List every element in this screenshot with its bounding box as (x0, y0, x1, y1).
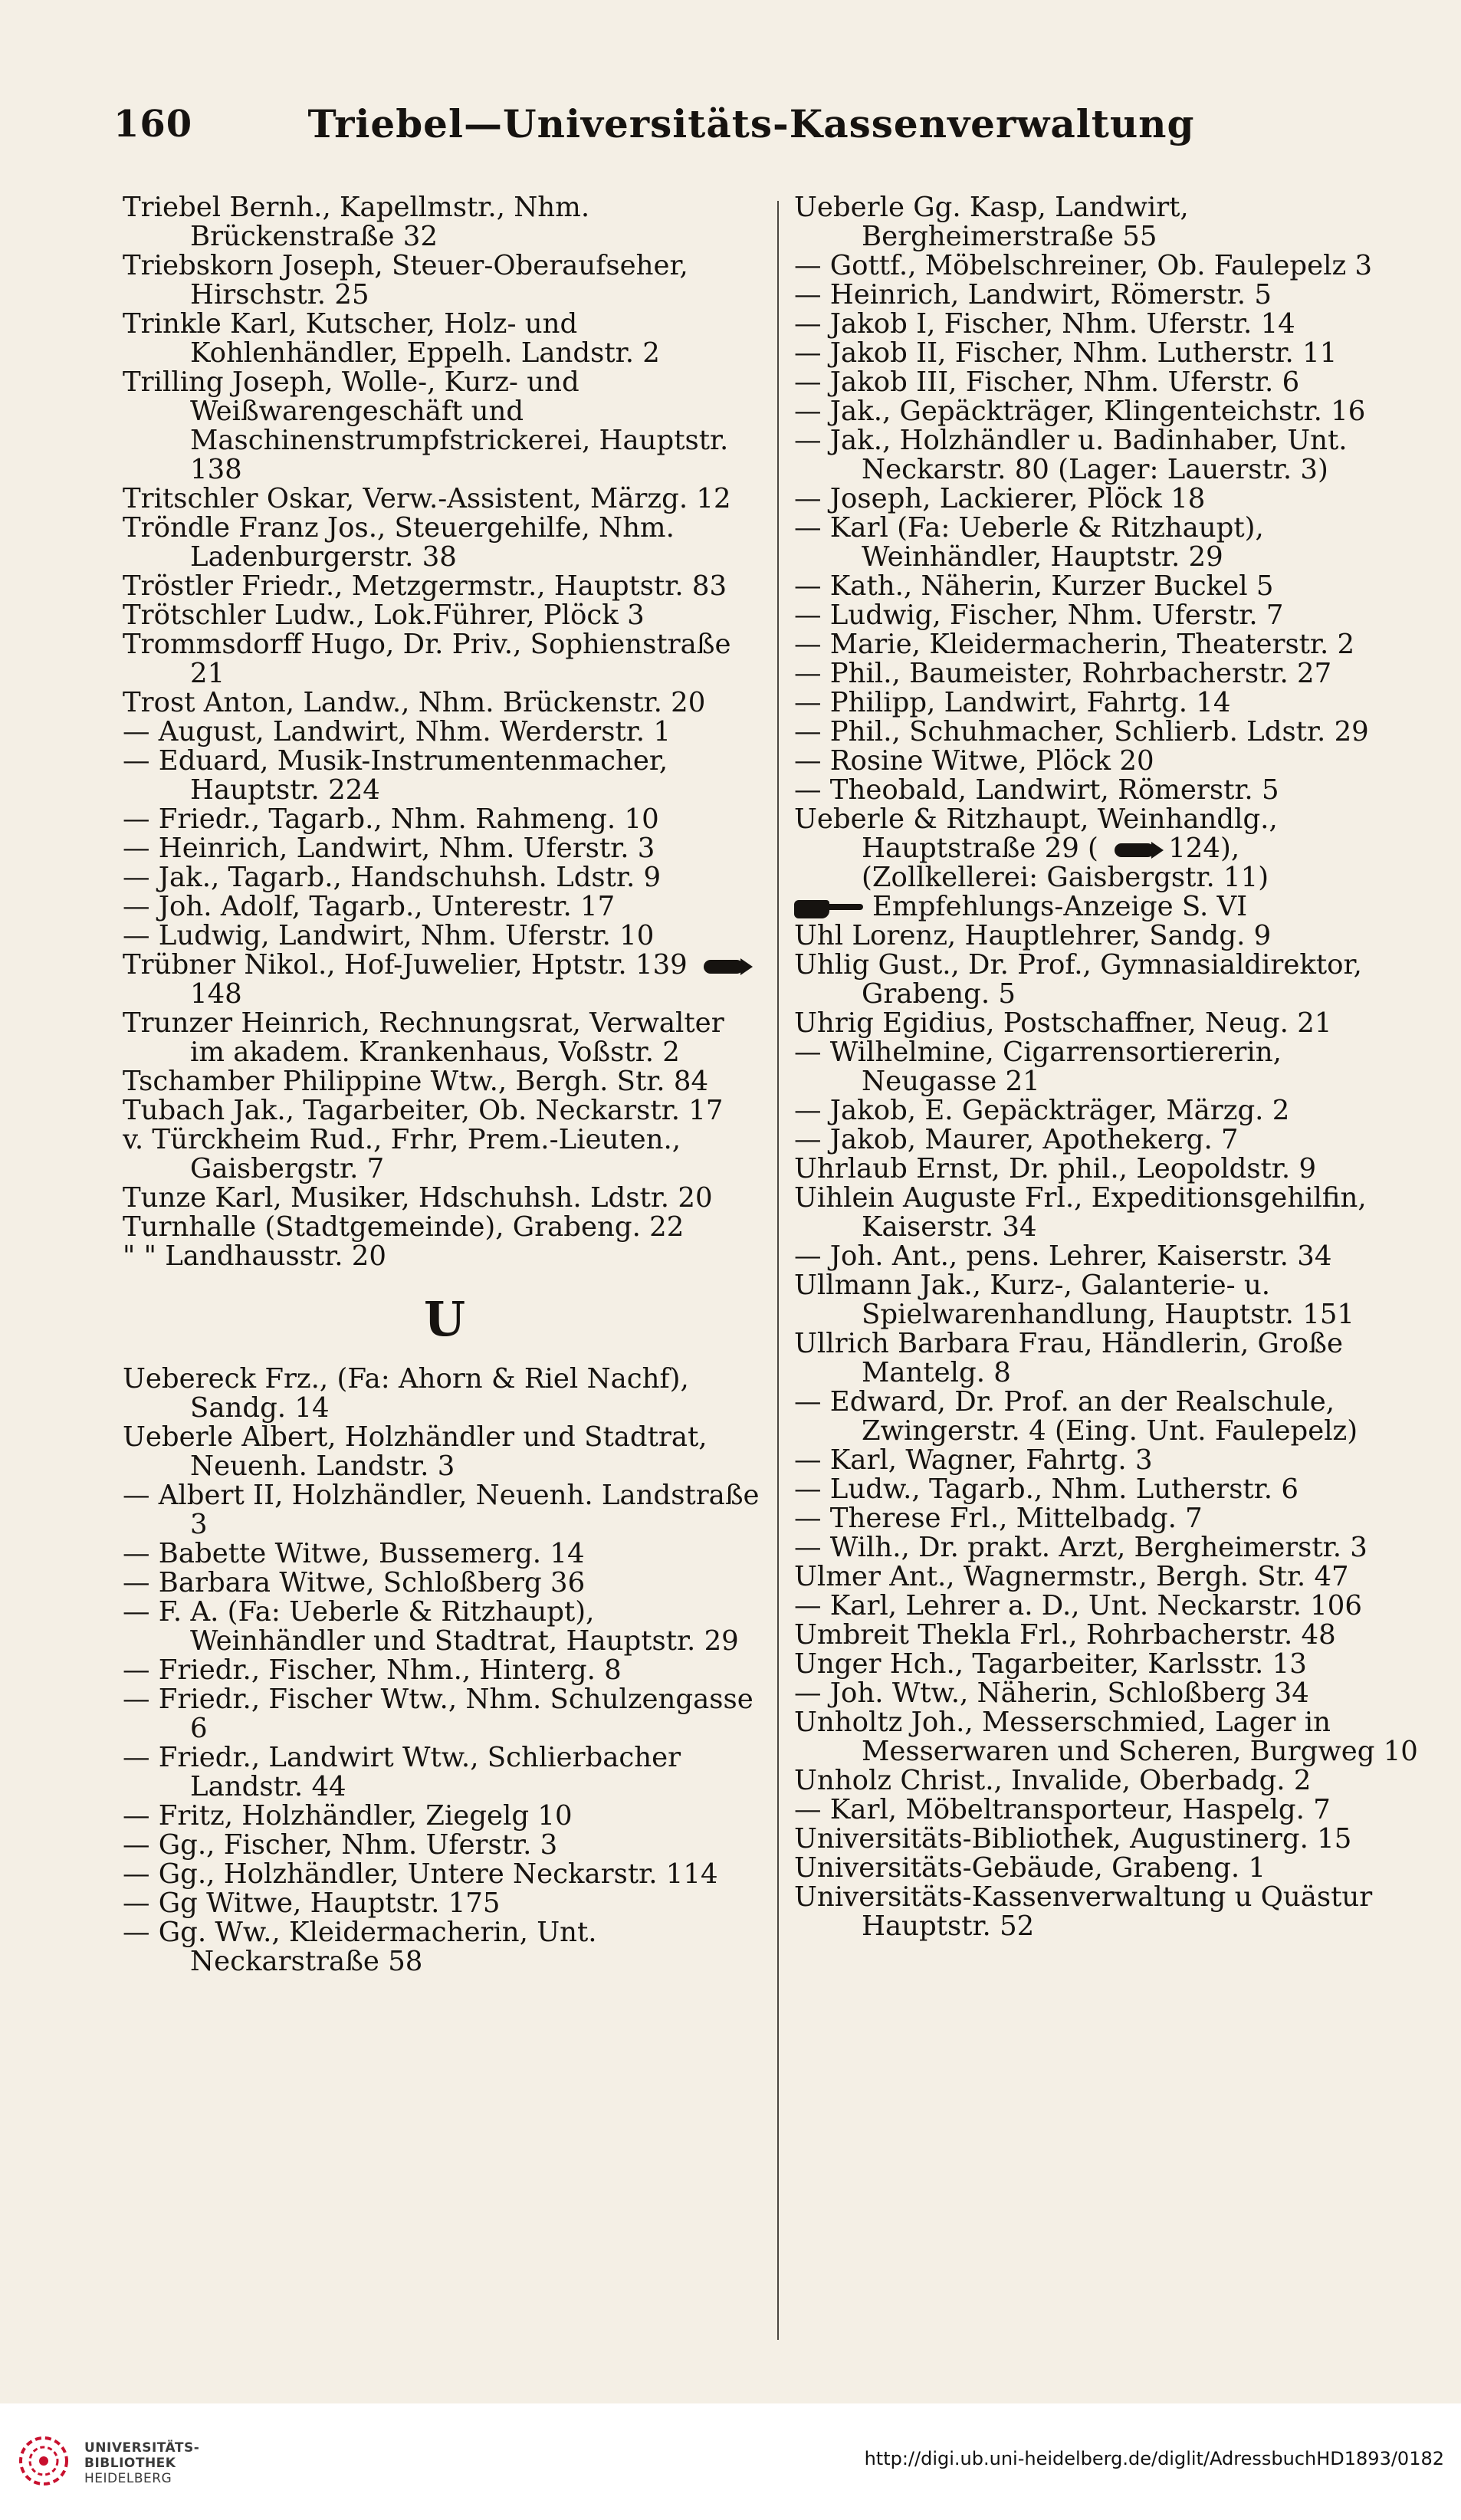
directory-entry (794, 1038, 1423, 1096)
entry-text: Trunzer Heinrich, Rechnungsrat, Verwalter im akadem. Krankenhaus, Voßstr. 2 (123, 1007, 724, 1068)
left-column (123, 193, 767, 2355)
directory-entry (794, 1009, 1423, 1038)
directory-entry (794, 630, 1423, 659)
entry-text: Ueberle & Ritzhaupt, Weinhandlg., Hauptstraße 29 ( (794, 803, 1278, 864)
entry-text: — Karl, Lehrer a. D., Unt. Neckarstr. 106 (794, 1590, 1362, 1621)
entry-text: — Karl, Wagner, Fahrtg. 3 (794, 1444, 1153, 1476)
telephone-number: 124 (1168, 833, 1220, 864)
directory-entry (123, 1184, 767, 1213)
telephone-icon (699, 958, 754, 975)
directory-entry (794, 426, 1423, 485)
directory-entry (794, 805, 1423, 892)
entry-text: Empfehlungs-Anzeige S. VI (872, 891, 1248, 922)
directory-entry (123, 1685, 767, 1743)
directory-entry (794, 922, 1423, 951)
entry-text: — Kath., Näherin, Kurzer Buckel 5 (794, 570, 1274, 602)
directory-entry (123, 747, 767, 805)
directory-entry (794, 688, 1423, 718)
entry-text: Uebereck Frz., (Fa: Ahorn & Riel Nachf), Sandg. 14 (123, 1363, 689, 1424)
telephone-number: 148 (190, 978, 242, 1010)
entry-text: — Philipp, Landwirt, Fahrtg. 14 (794, 687, 1231, 718)
entry-text: Universitäts-Gebäude, Grabeng. 1 (794, 1852, 1266, 1884)
entry-text: — Joh. Adolf, Tagarb., Unterestr. 17 (123, 891, 616, 922)
entry-text: Trinkle Karl, Kutscher, Holz- und Kohlenhändler, Eppelh. Landstr. 2 (123, 308, 660, 369)
entry-text: Tröndle Franz Jos., Steuergehilfe, Nhm. Ladenburgerstr. 38 (123, 512, 675, 573)
directory-entry (794, 1854, 1423, 1883)
directory-entry (123, 1889, 767, 1918)
directory-entry (123, 514, 767, 572)
directory-entry (123, 805, 767, 834)
entry-text: Unholtz Joh., Messerschmied, Lager in Messerwaren und Scheren, Burgweg 10 (794, 1707, 1418, 1767)
entry-text: — Wilhelmine, Cigarrensortiererin, Neugasse 21 (794, 1037, 1282, 1097)
directory-entry (794, 1096, 1423, 1125)
directory-entry (794, 1446, 1423, 1475)
entry-text: Universitäts-Kassenverwaltung u Quästur Hauptstr. 52 (794, 1881, 1373, 1942)
university-library-logo-icon (17, 2434, 71, 2488)
directory-entry (123, 1365, 767, 1423)
entry-text: — Gg., Fischer, Nhm. Uferstr. 3 (123, 1829, 558, 1861)
entry-text: Trost Anton, Landw., Nhm. Brückenstr. 20 (123, 687, 706, 718)
entry-text: — Jakob II, Fischer, Nhm. Lutherstr. 11 (794, 337, 1338, 369)
entry-text: Ullmann Jak., Kurz-, Galanterie- u. Spielwarenhandlung, Hauptstr. 151 (794, 1270, 1355, 1330)
entry-text: Triebskorn Joseph, Steuer-Oberaufseher, Hirschstr. 25 (123, 250, 688, 310)
entry-text: Ulmer Ant., Wagnermstr., Bergh. Str. 47 (794, 1561, 1349, 1592)
directory-entry (794, 1708, 1423, 1766)
directory-entry (123, 1802, 767, 1831)
directory-entry (794, 193, 1423, 251)
entry-text: — F. A. (Fa: Ueberle & Ritzhaupt), Weinhändler und Stadtrat, Hauptstr. 29 (123, 1596, 739, 1657)
entry-text: Trommsdorff Hugo, Dr. Priv., Sophienstraße 21 (123, 629, 731, 689)
directory-entry (794, 1184, 1423, 1242)
entry-text: Ueberle Albert, Holzhändler und Stadtrat, Neuenh. Landstr. 3 (123, 1421, 708, 1482)
directory-entry (123, 922, 767, 951)
entry-text: — Heinrich, Landwirt, Nhm. Uferstr. 3 (123, 833, 655, 864)
directory-entry (794, 1125, 1423, 1155)
directory-entry (794, 1679, 1423, 1708)
directory-entry (123, 1918, 767, 1976)
entry-text: — Gg Witwe, Hauptstr. 175 (123, 1888, 501, 1919)
directory-entry (794, 1155, 1423, 1184)
entry-text: — Friedr., Fischer Wtw., Nhm. Schulzengasse 6 (123, 1684, 753, 1744)
entry-text: Tröstler Friedr., Metzgermstr., Hauptstr. 83 (123, 570, 727, 602)
entry-text: — Friedr., Fischer, Nhm., Hinterg. 8 (123, 1654, 622, 1686)
entry-text: — Gottf., Möbelschreiner, Ob. Faulepelz 3 (794, 250, 1373, 281)
directory-entry (794, 1475, 1423, 1504)
entry-text: Uhrig Egidius, Postschaffner, Neug. 21 (794, 1007, 1332, 1039)
library-name-line: HEIDELBERG (84, 2471, 172, 2486)
directory-entry (123, 1569, 767, 1598)
directory-entry (794, 1825, 1423, 1854)
running-head: Triebel—Universitäts-Kassenverwaltung (307, 101, 1195, 146)
directory-entry (794, 310, 1423, 339)
directory-entry (123, 368, 767, 485)
entry-text: Ueberle Gg. Kasp, Landwirt, Bergheimerstraße 55 (794, 193, 1189, 252)
entry-text: Ullrich Barbara Frau, Händlerin, Große Mantelg. 8 (794, 1328, 1343, 1388)
entry-text: — August, Landwirt, Nhm. Werderstr. 1 (123, 716, 671, 747)
entry-text: — Ludwig, Fischer, Nhm. Uferstr. 7 (794, 600, 1284, 631)
entry-text: Triebel Bernh., Kapellmstr., Nhm. Brückenstraße 32 (123, 193, 590, 252)
telephone-icon (1110, 842, 1165, 859)
directory-entry (123, 1831, 767, 1860)
entry-text: — Joh. Wtw., Näherin, Schloßberg 34 (794, 1677, 1309, 1709)
entry-text: Uhl Lorenz, Hauptlehrer, Sandg. 9 (794, 920, 1272, 951)
entry-text: Tritschler Oskar, Verw.-Assistent, Märzg. 12 (123, 483, 731, 514)
directory-entry (123, 892, 767, 922)
page-header (100, 92, 1403, 161)
directory-entry (794, 1796, 1423, 1825)
entry-text: — Theobald, Landwirt, Römerstr. 5 (794, 774, 1279, 806)
directory-entry (794, 747, 1423, 776)
entry-text: — Edward, Dr. Prof. an der Realschule, Zwingerstr. 4 (Eing. Unt. Faulepelz) (794, 1386, 1358, 1447)
directory-entry (123, 251, 767, 310)
entry-text: — Albert II, Holzhändler, Neuenh. Landstraße 3 (123, 1480, 760, 1540)
entry-text: Turnhalle (Stadtgemeinde), Grabeng. 22 (123, 1211, 685, 1243)
entry-text: — Ludw., Tagarb., Nhm. Lutherstr. 6 (794, 1474, 1298, 1505)
directory-entry (123, 718, 767, 747)
directory-entry (123, 193, 767, 251)
entry-text: — Jak., Tagarb., Handschuhsh. Ldstr. 9 (123, 862, 662, 893)
directory-entry (794, 572, 1423, 601)
directory-entry (123, 1125, 767, 1184)
directory-entry (123, 1096, 767, 1125)
entry-text: — Jakob, Maurer, Apothekerg. 7 (794, 1124, 1239, 1155)
entry-text: — Jakob III, Fischer, Nhm. Uferstr. 6 (794, 366, 1300, 398)
directory-entry (123, 1481, 767, 1539)
directory-entry (123, 1423, 767, 1481)
directory-entry (794, 1766, 1423, 1796)
section-letter: U (423, 1291, 466, 1347)
directory-entry (794, 1242, 1423, 1271)
entry-text: — Karl, Möbeltransporteur, Haspelg. 7 (794, 1794, 1331, 1825)
library-name (84, 2440, 199, 2486)
entry-text: — Heinrich, Landwirt, Römerstr. 5 (794, 279, 1272, 310)
entry-text: — Phil., Baumeister, Rohrbacherstr. 27 (794, 658, 1332, 689)
entry-text: — Joh. Ant., pens. Lehrer, Kaiserstr. 34 (794, 1240, 1332, 1272)
directory-entry (794, 1533, 1423, 1562)
entry-text: — Eduard, Musik-Instrumentenmacher, Hauptstr. 224 (123, 745, 668, 806)
directory-entry (123, 1067, 767, 1096)
entry-text: Tunze Karl, Musiker, Hdschuhsh. Ldstr. 20 (123, 1182, 713, 1214)
directory-entry (123, 1598, 767, 1656)
entry-text: " " Landhausstr. 20 (123, 1240, 386, 1272)
directory-entry (794, 892, 1423, 922)
directory-entry (794, 485, 1423, 514)
entry-text: — Jakob, E. Gepäckträger, Märzg. 2 (794, 1095, 1290, 1126)
directory-entry (794, 339, 1423, 368)
directory-entry (794, 397, 1423, 426)
entry-text: — Jak., Holzhändler u. Badinhaber, Unt. Neckarstr. 80 (Lager: Lauerstr. 3) (794, 425, 1348, 485)
entry-text: — Wilh., Dr. prakt. Arzt, Bergheimerstr. 3 (794, 1532, 1367, 1563)
directory-entry (794, 601, 1423, 630)
directory-entry (123, 688, 767, 718)
directory-entry (123, 1743, 767, 1802)
entry-text: — Friedr., Tagarb., Nhm. Rahmeng. 10 (123, 803, 659, 835)
entry-text: Tschamber Philippine Wtw., Bergh. Str. 84 (123, 1066, 709, 1097)
entry-text: — Fritz, Holzhändler, Ziegelg 10 (123, 1800, 573, 1832)
column-divider (777, 201, 779, 2340)
entry-text: Trötschler Ludw., Lok.Führer, Plöck 3 (123, 600, 645, 631)
entry-text: Trübner Nikol., Hof-Juwelier, Hptstr. 139 (123, 949, 688, 981)
directory-entry (123, 601, 767, 630)
directory-entry (794, 776, 1423, 805)
directory-entry (794, 281, 1423, 310)
source-url-link[interactable]: http://digi.ub.uni-heidelberg.de/diglit/AdressbuchHD1893/0182 (864, 2448, 1444, 2469)
entry-text: Uhrlaub Ernst, Dr. phil., Leopoldstr. 9 (794, 1153, 1317, 1184)
page-number: 160 (113, 103, 193, 146)
entry-text: Uhlig Gust., Dr. Prof., Gymnasialdirektor, Grabeng. 5 (794, 949, 1362, 1010)
entry-text: — Jakob I, Fischer, Nhm. Uferstr. 14 (794, 308, 1295, 340)
entry-text: — Gg. Ww., Kleidermacherin, Unt. Neckarstraße 58 (123, 1917, 597, 1977)
library-name-line: UNIVERSITÄTS- (84, 2440, 200, 2456)
entry-text: Universitäts-Bibliothek, Augustinerg. 15 (794, 1823, 1352, 1855)
directory-entry (123, 310, 767, 368)
directory-entry (123, 834, 767, 863)
entry-text: — Babette Witwe, Bussemerg. 14 (123, 1538, 585, 1569)
entry-text: Uihlein Auguste Frl., Expeditionsgehilfin, Kaiserstr. 34 (794, 1182, 1367, 1243)
entry-text: Unholz Christ., Invalide, Oberbadg. 2 (794, 1765, 1312, 1796)
directory-entry (123, 572, 767, 601)
directory-entry (123, 1009, 767, 1067)
entry-text-continued: ), (Zollkellerei: Gaisbergstr. 11) (862, 833, 1269, 893)
entry-text: — Phil., Schuhmacher, Schlierb. Ldstr. 29 (794, 716, 1369, 747)
footer-bar (0, 2403, 1461, 2520)
directory-entry (794, 1592, 1423, 1621)
entry-text: Tubach Jak., Tagarbeiter, Ob. Neckarstr. 17 (123, 1095, 724, 1126)
directory-entry (794, 718, 1423, 747)
directory-entry (794, 951, 1423, 1009)
directory-entry (123, 1860, 767, 1889)
entry-text: — Karl (Fa: Ueberle & Ritzhaupt), Weinhändler, Hauptstr. 29 (794, 512, 1264, 573)
directory-entry (123, 1242, 767, 1271)
directory-entry (794, 1504, 1423, 1533)
entry-text: — Gg., Holzhändler, Untere Neckarstr. 114 (123, 1858, 718, 1890)
directory-entry (123, 1656, 767, 1685)
directory-entry (123, 630, 767, 688)
directory-entry (123, 863, 767, 892)
directory-entry (794, 368, 1423, 397)
entry-text: Umbreit Thekla Frl., Rohrbacherstr. 48 (794, 1619, 1336, 1651)
entry-text: — Friedr., Landwirt Wtw., Schlierbacher Landstr. 44 (123, 1742, 681, 1802)
right-column (794, 193, 1423, 2355)
directory-entry (123, 485, 767, 514)
entry-text: — Marie, Kleidermacherin, Theaterstr. 2 (794, 629, 1355, 660)
directory-entry (794, 1388, 1423, 1446)
pointing-hand-icon (794, 897, 863, 920)
entry-text: — Rosine Witwe, Plöck 20 (794, 745, 1154, 777)
directory-entry (794, 1621, 1423, 1650)
directory-entry (123, 951, 767, 1009)
directory-entry (794, 659, 1423, 688)
directory-entry (794, 1650, 1423, 1679)
directory-entry (794, 1329, 1423, 1388)
directory-entry (123, 1213, 767, 1242)
entry-text: — Ludwig, Landwirt, Nhm. Uferstr. 10 (123, 920, 655, 951)
entry-text: Trilling Joseph, Wolle-, Kurz- und Weißwarengeschäft und Maschinenstrumpfstrickerei, Hauptstr. 138 (123, 366, 729, 485)
library-name-line: BIBLIOTHEK (84, 2456, 176, 2471)
directory-entry (794, 1271, 1423, 1329)
entry-text: — Therese Frl., Mittelbadg. 7 (794, 1503, 1203, 1534)
directory-entry (794, 1883, 1423, 1941)
entry-text: v. Türckheim Rud., Frhr, Prem.-Lieuten., Gaisbergstr. 7 (123, 1124, 681, 1184)
entry-text: — Barbara Witwe, Schloßberg 36 (123, 1567, 586, 1598)
directory-entry (794, 251, 1423, 281)
directory-entry (794, 514, 1423, 572)
entry-text: — Jak., Gepäckträger, Klingenteichstr. 16 (794, 396, 1366, 427)
entry-text: — Joseph, Lackierer, Plöck 18 (794, 483, 1206, 514)
entry-text: Unger Hch., Tagarbeiter, Karlsstr. 13 (794, 1648, 1307, 1680)
directory-entry (123, 1539, 767, 1569)
directory-entry (794, 1562, 1423, 1592)
